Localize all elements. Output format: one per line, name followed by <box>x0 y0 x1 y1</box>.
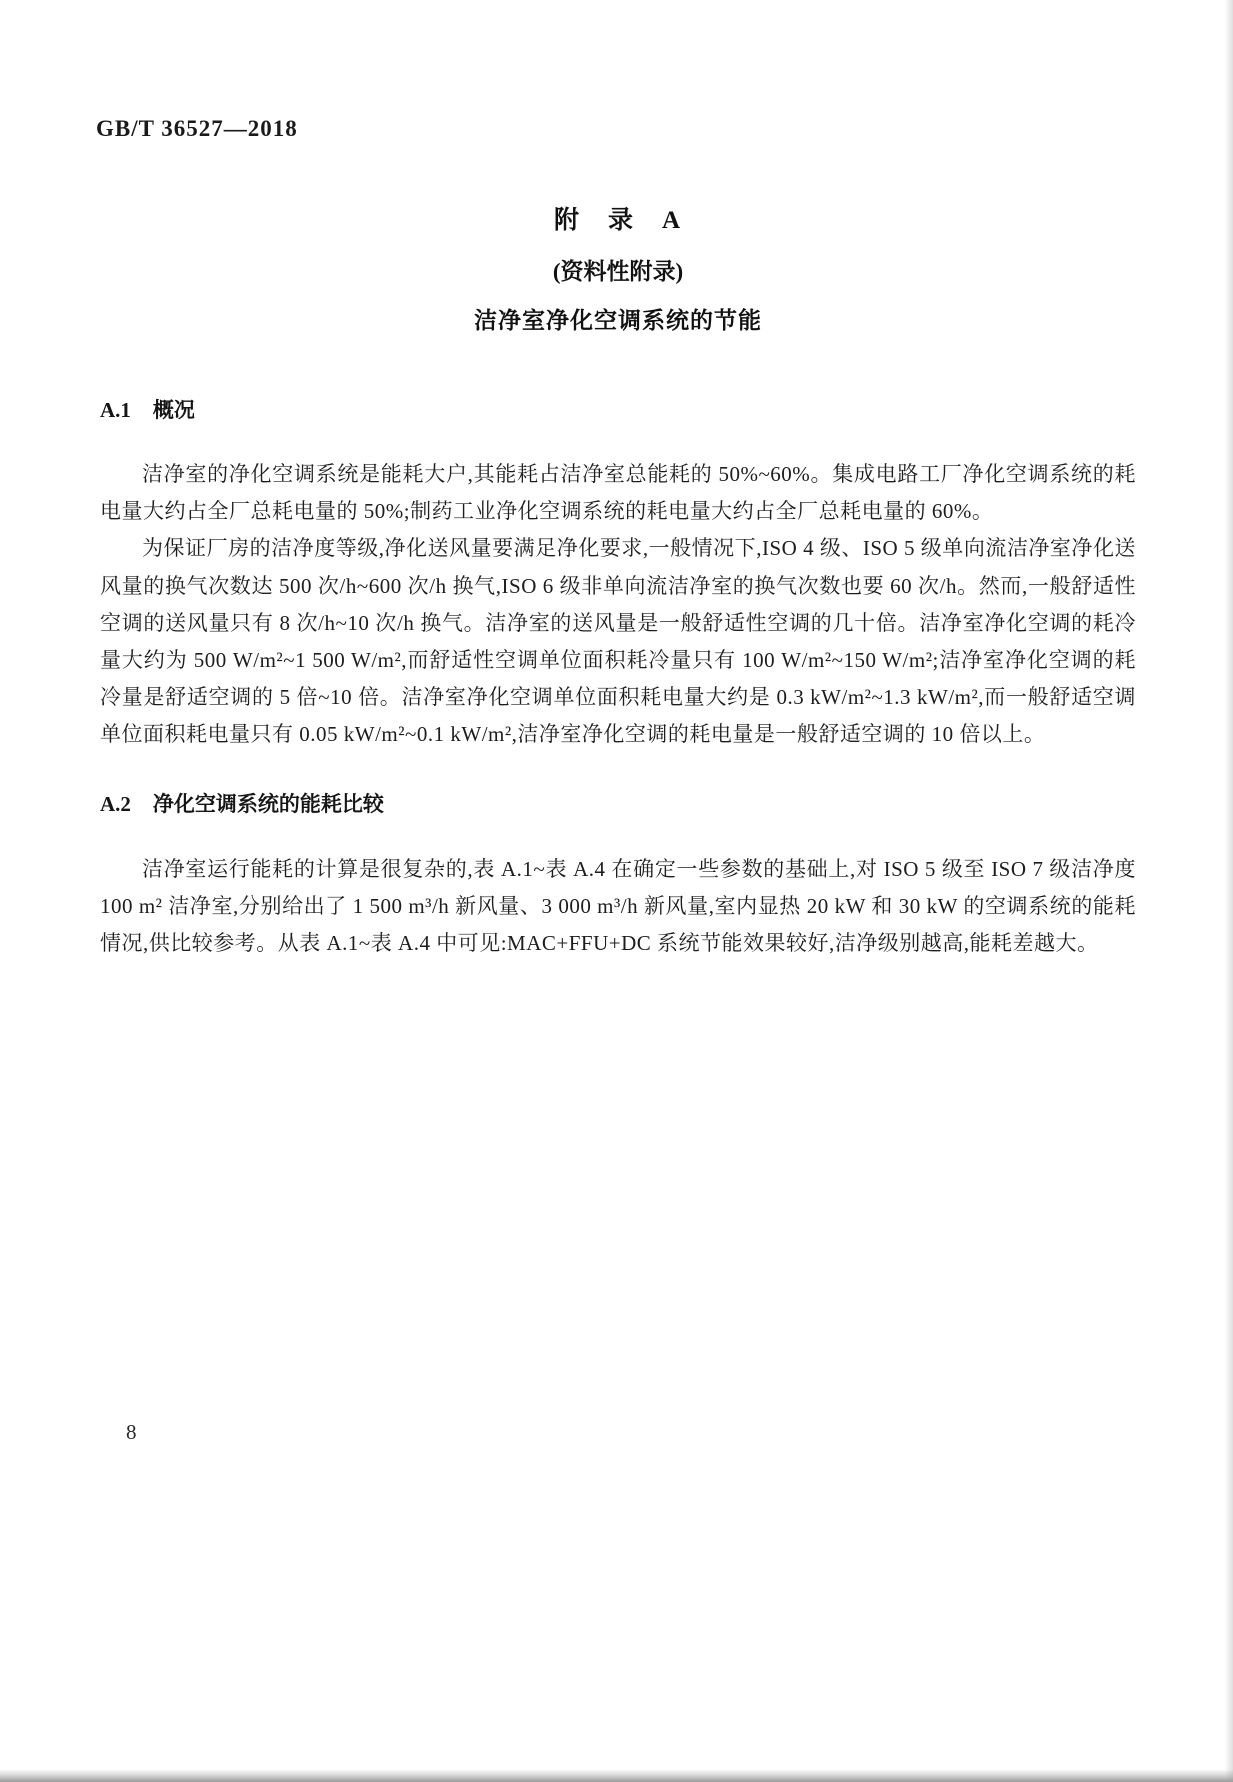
paragraph-a1-1: 洁净室的净化空调系统是能耗大户,其能耗占洁净室总能耗的 50%~60%。集成电路工厂净化空调系统的耗电量大约占全厂总耗电量的 50%;制药工业净化空调系统的耗电量大约占全厂总耗电量的 60%。 <box>100 462 1136 524</box>
paragraph-a1-2: 为保证厂房的洁净度等级,净化送风量要满足净化要求,一般情况下,ISO 4 级、ISO 5 级单向流洁净室净化送风量的换气次数达 500 次/h~600 次/h 换气,ISO 6 级非单向流洁净室的换气次数也要 60 次/h。然而,一般舒适性空调的送风量只有 8 次/h~10 次/h 换气。洁净室的送风量是一般舒适性空调的几十倍。洁净室净化空调的耗冷量大约为 500 W/m²~1 500 W/m²,而舒适性空调单位面积耗冷量只有 100 W/m²~150 W/m²;洁净室净化空调的耗冷量是舒适空调的 5 倍~10 倍。洁净室净化空调单位面积耗电量大约是 0.3 kW/m²~1.3 kW/m²,而一般舒适空调单位面积耗电量只有 0.05 kW/m²~0.1 kW/m²,洁净室净化空调的耗电量是一般舒适空调的 10 倍以上。 <box>100 536 1136 747</box>
section-number: A.2 <box>100 791 131 816</box>
standard-number: GB/T 36527—2018 <box>96 116 298 141</box>
appendix-title-block <box>100 200 1136 335</box>
scan-edge-bottom <box>0 1769 1233 1782</box>
section-heading-a1 <box>100 394 1136 424</box>
paragraph-a2-1: 洁净室运行能耗的计算是很复杂的,表 A.1~表 A.4 在确定一些参数的基础上,对 ISO 5 级至 ISO 7 级洁净度 100 m² 洁净室,分别给出了 1 500 m³/h 新风量、3 000 m³/h 新风量,室内显热 20 kW 和 30 kW 的空调系统的能耗情况,供比较参考。从表 A.1~表 A.4 中可见:MAC+FFU+DC 系统节能效果较好,洁净级别越高,能耗差越大。 <box>100 856 1136 956</box>
section-title: 净化空调系统的能耗比较 <box>152 791 384 816</box>
section-heading-a2 <box>100 788 1136 818</box>
section-number: A.1 <box>100 398 131 422</box>
appendix-title: 附 录 A <box>553 207 683 234</box>
scan-edge-right <box>1225 0 1233 1782</box>
document-body <box>100 394 1136 962</box>
appendix-subtitle: (资料性附录) <box>552 259 684 284</box>
page-number: 8 <box>126 1420 137 1444</box>
appendix-name: 洁净室净化空调系统的节能 <box>474 308 762 333</box>
section-title: 概况 <box>152 398 195 422</box>
